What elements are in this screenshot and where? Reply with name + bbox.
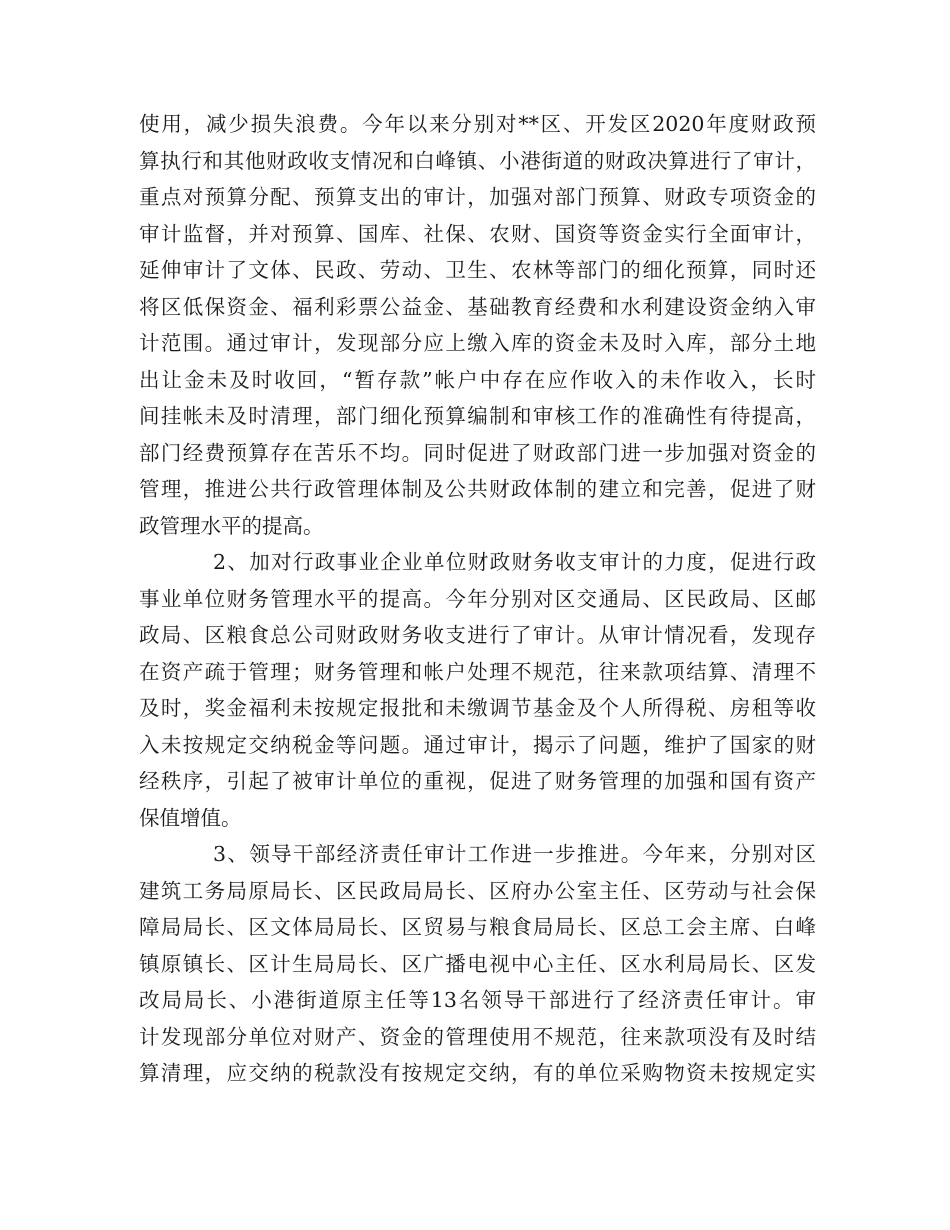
text-line: 算清理，应交纳的税款没有按规定交纳，有的单位采购物资未按规定实 — [139, 1061, 816, 1085]
text-line: 计范围。通过审计，发现部分应上缴入库的资金未及时入库，部分土地 — [139, 331, 816, 355]
text-line: 使用，减少损失浪费。今年以来分别对**区、开发区2020年度财政预 — [139, 112, 816, 136]
text-line: 出让金未及时收回，“暂存款”帐户中存在应作收入的未作收入，长时 — [139, 367, 816, 392]
text-line: 将区低保资金、福利彩票公益金、基础教育经费和水利建设资金纳入审 — [139, 294, 816, 319]
paragraph-first-line: 3、领导干部经济责任审计工作进一步推进。今年来，分别对区 — [213, 842, 816, 866]
document-page — [139, 106, 816, 1092]
text-line: 保值增值。 — [139, 805, 242, 830]
text-line: 障局局长、区文体局局长、区贸易与粮食局局长、区总工会主席、白峰 — [139, 915, 816, 939]
text-line: 入未按规定交纳税金等问题。通过审计，揭示了问题，维护了国家的财 — [139, 732, 816, 757]
text-line: 部门经费预算存在苦乐不均。同时促进了财政部门进一步加强对资金的 — [139, 440, 816, 465]
text-line: 事业单位财务管理水平的提高。今年分别对区交通局、区民政局、区邮 — [139, 586, 816, 611]
text-line: 延伸审计了文体、民政、劳动、卫生、农林等部门的细化预算，同时还 — [139, 258, 816, 282]
text-line: 建筑工务局原局长、区民政局局长、区府办公室主任、区劳动与社会保 — [139, 878, 816, 903]
text-line: 在资产疏于管理；财务管理和帐户处理不规范，往来款项结算、清理不 — [139, 659, 816, 684]
text-line: 算执行和其他财政收支情况和白峰镇、小港街道的财政决算进行了审计， — [139, 148, 816, 173]
text-line: 审计监督，并对预算、国库、社保、农财、国资等资金实行全面审计， — [139, 221, 816, 246]
text-line: 重点对预算分配、预算支出的审计，加强对部门预算、财政专项资金的 — [139, 185, 816, 209]
text-line: 政局、区粮食总公司财政财务收支进行了审计。从审计情况看，发现存 — [139, 623, 816, 647]
paragraph-first-line: 2、加对行政事业企业单位财政财务收支审计的力度，促进行政 — [213, 550, 816, 574]
text-line: 及时，奖金福利未按规定报批和未缴调节基金及个人所得税、房租等收 — [139, 696, 816, 720]
text-line: 改局局长、小港街道原主任等13名领导干部进行了经济责任审计。审 — [139, 988, 816, 1012]
text-line: 经秩序，引起了被审计单位的重视，促进了财务管理的加强和国有资产 — [139, 769, 816, 793]
text-line: 镇原镇长、区计生局局长、区广播电视中心主任、区水利局局长、区发 — [139, 951, 816, 976]
text-line: 政管理水平的提高。 — [139, 513, 324, 538]
text-line: 管理，推进公共行政管理体制及公共财政体制的建立和完善，促进了财 — [139, 477, 816, 501]
text-line: 计发现部分单位对财产、资金的管理使用不规范，往来款项没有及时结 — [139, 1024, 816, 1049]
text-line: 间挂帐未及时清理，部门细化预算编制和审核工作的准确性有待提高， — [139, 404, 816, 428]
